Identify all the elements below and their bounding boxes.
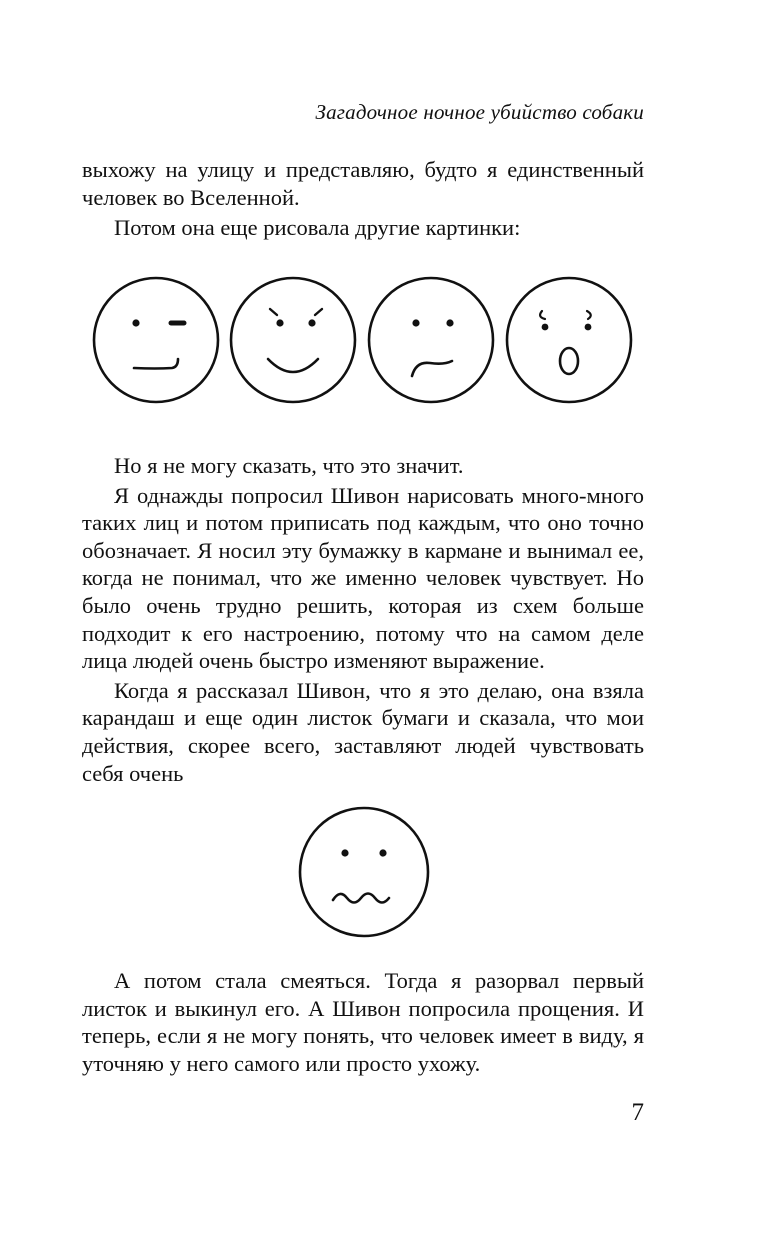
paragraph-text: А потом стала смеяться. Тогда я разорвал первый листок и выкинул его. А Шивон попросила прощения. И теперь, если я не могу понять, что человек имеет в виду, я уточняю у него самого или просто ухожу. xyxy=(82,968,644,1076)
face-icon-wink xyxy=(94,278,218,402)
paragraph-intro-pictures xyxy=(82,214,644,242)
face-icon-angry-smile xyxy=(231,278,355,402)
face-icon-confused xyxy=(369,278,493,402)
faces-row xyxy=(94,273,634,411)
face-single xyxy=(297,805,431,939)
paragraph-line: человек во Вселенной. xyxy=(82,184,300,210)
paragraph-text: Когда я рассказал Шивон, что я это делаю, она взяла карандаш и еще один листок бумаги и сказала, что мои действия, скорее всего, заставляют людей чувствовать себя очень xyxy=(82,677,644,786)
paragraph-text: Я однажды попросил Шивон нарисовать много-много таких лиц и потом приписать под каждым, что оно точно обозначает. Я носил эту бумажку в кармане и вынимал ее, когда не понимал, что же именно человек чувствует. Но было очень трудно решить, которая из схем больше подходит к его настроению, потому что на самом деле лица людей очень быстро изменяют выражение. xyxy=(82,482,644,674)
running-header: Загадочное ночное убийство собаки xyxy=(315,100,644,124)
paragraph-continuation xyxy=(82,156,644,211)
face-icon-wavy-mouth xyxy=(297,805,431,939)
face-icon-surprised xyxy=(507,278,631,402)
paragraphs-middle xyxy=(82,452,644,787)
paragraph-text: Но я не могу сказать, что это значит. xyxy=(114,453,464,478)
paragraph-final xyxy=(82,967,644,1077)
paragraph-text: Потом она еще рисовала другие картинки: xyxy=(114,215,521,240)
paragraph-line: выхожу на улицу и представляю, будто я единственный xyxy=(82,157,644,182)
page-number: 7 xyxy=(631,1099,644,1126)
faces-row-svg xyxy=(94,273,634,411)
